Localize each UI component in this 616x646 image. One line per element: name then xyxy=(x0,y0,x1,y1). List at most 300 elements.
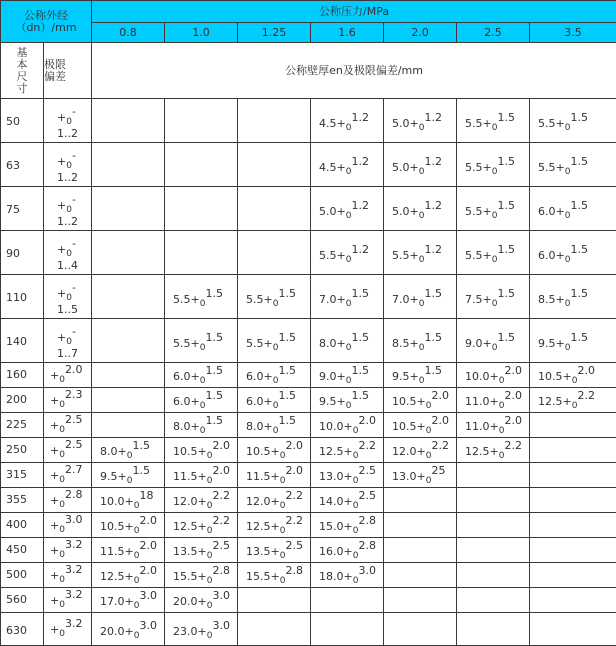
wall-base: 5.0 xyxy=(319,205,337,218)
wall-base: 12.5 xyxy=(246,520,271,533)
wall-plus: + xyxy=(271,495,280,508)
wall-upper: 1.5 xyxy=(497,331,515,344)
wall-lower: 0 xyxy=(353,551,359,561)
wall-upper: 1.5 xyxy=(278,389,296,402)
tolerance-plus: + xyxy=(50,519,59,532)
size-cell: 200 xyxy=(1,388,44,413)
wall-plus: + xyxy=(337,337,346,350)
wall-thickness-cell xyxy=(165,319,238,363)
wall-thickness-cell xyxy=(238,231,311,275)
wall-lower: 0 xyxy=(280,476,286,486)
wall-plus: + xyxy=(337,205,346,218)
size-cell: 110 xyxy=(1,275,44,319)
wall-thickness-cell xyxy=(530,588,616,613)
wall-lower: 0 xyxy=(353,576,359,586)
wall-thickness-cell xyxy=(165,388,238,413)
wall-thickness-cell xyxy=(457,563,530,588)
wall-lower: 0 xyxy=(419,299,425,309)
wall-base: 5.5 xyxy=(538,161,556,174)
wall-lower: 0 xyxy=(346,123,352,133)
wall-lower: 0 xyxy=(346,255,352,265)
wall-thickness-cell xyxy=(530,143,616,187)
pressure-column: 0.8 xyxy=(92,23,165,43)
wall-upper: 2.0 xyxy=(504,414,522,427)
wall-base: 5.5 xyxy=(173,337,191,350)
wall-thickness-cell xyxy=(530,363,616,388)
wall-plus: + xyxy=(490,395,499,408)
wall-lower: 0 xyxy=(565,211,571,221)
wall-plus: + xyxy=(191,370,200,383)
wall-thickness-cell xyxy=(238,143,311,187)
size-cell: 400 xyxy=(1,513,44,538)
tolerance-plus: + xyxy=(50,569,59,582)
wall-thickness-cell xyxy=(457,613,530,646)
wall-thickness-cell xyxy=(384,388,457,413)
wall-lower: 0 xyxy=(273,343,279,353)
wall-lower: 0 xyxy=(346,299,352,309)
wall-lower: 0 xyxy=(426,426,432,436)
wall-upper: 2.2 xyxy=(285,489,303,502)
wall-plus: + xyxy=(483,161,492,174)
wall-thickness-cell xyxy=(311,319,384,363)
wall-plus: + xyxy=(198,595,207,608)
wall-thickness-cell xyxy=(384,413,457,438)
tolerance-lower: 0 xyxy=(59,500,65,510)
wall-thickness-cell xyxy=(92,488,165,513)
pressure-column: 1.6 xyxy=(311,23,384,43)
wall-thickness-cell xyxy=(384,463,457,488)
wall-thickness-cell xyxy=(311,463,384,488)
wall-upper: 1.5 xyxy=(205,331,223,344)
tolerance-cell xyxy=(44,388,92,413)
wall-lower: 0 xyxy=(499,401,505,411)
wall-thickness-cell xyxy=(457,363,530,388)
tolerance-upper: 3.2 xyxy=(65,563,83,576)
wall-plus: + xyxy=(417,395,426,408)
wall-thickness-cell xyxy=(384,488,457,513)
wall-lower: 0 xyxy=(273,401,279,411)
wall-thickness-cell xyxy=(92,413,165,438)
wall-lower: 0 xyxy=(127,476,133,486)
wall-upper: 1.5 xyxy=(497,155,515,168)
wall-base: 5.5 xyxy=(465,205,483,218)
wall-base: 8.0 xyxy=(173,420,191,433)
wall-thickness-header: 公称壁厚en及极限偏差/mm xyxy=(92,43,616,99)
wall-lower: 0 xyxy=(419,343,425,353)
wall-thickness-cell xyxy=(92,187,165,231)
wall-lower: 0 xyxy=(565,343,571,353)
wall-plus: + xyxy=(198,495,207,508)
wall-lower: 0 xyxy=(426,401,432,411)
wall-base: 6.0 xyxy=(246,395,264,408)
wall-lower: 0 xyxy=(492,211,498,221)
wall-upper: 1.5 xyxy=(278,287,296,300)
wall-upper: 3.0 xyxy=(358,564,376,577)
tolerance-lower: 0 xyxy=(59,475,65,485)
wall-lower: 0 xyxy=(419,255,425,265)
wall-upper: 2.2 xyxy=(577,389,595,402)
wall-base: 9.0 xyxy=(319,370,337,383)
wall-upper: 1.5 xyxy=(205,364,223,377)
wall-lower: 0 xyxy=(419,167,425,177)
wall-upper: 2.0 xyxy=(358,414,376,427)
wall-lower: 0 xyxy=(346,211,352,221)
tolerance-plus: + xyxy=(57,243,66,256)
wall-thickness-cell xyxy=(92,588,165,613)
wall-lower: 0 xyxy=(353,526,359,536)
wall-base: 11.5 xyxy=(173,470,198,483)
wall-plus: + xyxy=(271,470,280,483)
wall-thickness-cell xyxy=(165,613,238,646)
wall-plus: + xyxy=(410,293,419,306)
wall-plus: + xyxy=(271,570,280,583)
wall-thickness-cell xyxy=(92,463,165,488)
wall-plus: + xyxy=(271,520,280,533)
wall-thickness-cell xyxy=(165,143,238,187)
wall-thickness-cell xyxy=(384,513,457,538)
wall-base: 10.5 xyxy=(392,395,417,408)
wall-plus: + xyxy=(556,293,565,306)
wall-thickness-cell xyxy=(165,513,238,538)
wall-base: 15.0 xyxy=(319,520,344,533)
wall-plus: + xyxy=(337,370,346,383)
wall-thickness-cell xyxy=(457,538,530,563)
wall-lower: 0 xyxy=(565,299,571,309)
wall-base: 20.0 xyxy=(173,595,198,608)
wall-lower: 0 xyxy=(419,123,425,133)
tolerance-tail: 1..5 xyxy=(57,304,91,316)
wall-plus: + xyxy=(344,570,353,583)
wall-thickness-cell xyxy=(311,413,384,438)
wall-thickness-cell xyxy=(457,413,530,438)
wall-thickness-cell xyxy=(92,143,165,187)
wall-upper: 1.5 xyxy=(278,331,296,344)
wall-upper: 2.2 xyxy=(285,514,303,527)
wall-lower: 0 xyxy=(207,526,213,536)
wall-plus: + xyxy=(191,337,200,350)
wall-base: 7.5 xyxy=(465,293,483,306)
tolerance-cell xyxy=(44,143,92,187)
wall-thickness-cell xyxy=(530,319,616,363)
wall-lower: 0 xyxy=(346,167,352,177)
pressure-column: 3.5 xyxy=(530,23,616,43)
wall-thickness-cell xyxy=(92,388,165,413)
tolerance-upper: 2.3 xyxy=(65,388,83,401)
wall-upper: 1.2 xyxy=(424,243,442,256)
wall-lower: 0 xyxy=(207,476,213,486)
wall-thickness-cell xyxy=(165,231,238,275)
wall-upper: 1.5 xyxy=(278,364,296,377)
wall-base: 10.0 xyxy=(319,420,344,433)
wall-plus: + xyxy=(556,337,565,350)
wall-thickness-cell xyxy=(530,413,616,438)
wall-thickness-cell xyxy=(92,275,165,319)
wall-base: 5.5 xyxy=(465,161,483,174)
wall-lower: 0 xyxy=(280,526,286,536)
table-row xyxy=(1,588,616,613)
wall-plus: + xyxy=(483,117,492,130)
wall-base: 10.5 xyxy=(392,420,417,433)
table-row xyxy=(1,513,616,538)
wall-plus: + xyxy=(198,445,207,458)
wall-thickness-cell xyxy=(530,463,616,488)
wall-lower: 0 xyxy=(200,401,206,411)
wall-plus: + xyxy=(191,293,200,306)
wall-base: 10.5 xyxy=(538,370,563,383)
wall-plus: + xyxy=(563,370,572,383)
tolerance-header-text: 极限偏差 xyxy=(44,59,70,83)
wall-upper: 2.8 xyxy=(358,514,376,527)
wall-plus: + xyxy=(337,117,346,130)
wall-thickness-cell xyxy=(165,438,238,463)
wall-thickness-cell xyxy=(238,488,311,513)
tolerance-lower: 0 xyxy=(66,205,72,215)
wall-plus: + xyxy=(264,395,273,408)
wall-base: 9.5 xyxy=(538,337,556,350)
wall-thickness-cell xyxy=(457,463,530,488)
tolerance-upper: 2.0 xyxy=(65,363,83,376)
table-row xyxy=(1,463,616,488)
wall-upper: 1.5 xyxy=(424,331,442,344)
wall-upper: 1.5 xyxy=(351,331,369,344)
wall-upper: 2.2 xyxy=(358,439,376,452)
wall-lower: 0 xyxy=(419,376,425,386)
wall-base: 5.0 xyxy=(392,161,410,174)
wall-upper: 1.5 xyxy=(351,389,369,402)
wall-thickness-cell xyxy=(530,275,616,319)
wall-thickness-cell xyxy=(311,588,384,613)
wall-lower: 0 xyxy=(273,376,279,386)
wall-thickness-cell xyxy=(457,99,530,143)
wall-thickness-cell xyxy=(238,363,311,388)
wall-upper: 1.5 xyxy=(497,111,515,124)
wall-lower: 0 xyxy=(499,451,505,461)
wall-upper: 1.5 xyxy=(132,464,150,477)
wall-base: 14.0 xyxy=(319,495,344,508)
tolerance-cell xyxy=(44,488,92,513)
wall-upper: 2.8 xyxy=(358,539,376,552)
size-cell: 315 xyxy=(1,463,44,488)
wall-upper: 1.5 xyxy=(570,331,588,344)
wall-thickness-cell xyxy=(530,538,616,563)
wall-base: 13.5 xyxy=(246,545,271,558)
wall-lower: 0 xyxy=(565,255,571,265)
wall-plus: + xyxy=(271,445,280,458)
wall-plus: + xyxy=(191,395,200,408)
wall-lower: 0 xyxy=(207,551,213,561)
wall-base: 5.5 xyxy=(538,117,556,130)
wall-thickness-cell xyxy=(92,563,165,588)
wall-upper: 2.2 xyxy=(212,489,230,502)
tolerance-plus: + xyxy=(57,331,66,344)
wall-lower: 0 xyxy=(492,343,498,353)
tolerance-plus: + xyxy=(50,369,59,382)
tolerance-plus: + xyxy=(50,594,59,607)
wall-base: 9.5 xyxy=(100,470,118,483)
wall-lower: 0 xyxy=(207,451,213,461)
wall-thickness-cell xyxy=(165,187,238,231)
wall-thickness-cell xyxy=(238,438,311,463)
wall-base: 5.5 xyxy=(319,249,337,262)
wall-base: 5.5 xyxy=(465,249,483,262)
tolerance-minus: - xyxy=(72,325,76,338)
tolerance-cell xyxy=(44,275,92,319)
wall-thickness-cell xyxy=(311,275,384,319)
wall-base: 12.0 xyxy=(173,495,198,508)
wall-upper: 2.2 xyxy=(431,439,449,452)
size-cell: 63 xyxy=(1,143,44,187)
wall-base: 7.0 xyxy=(319,293,337,306)
wall-plus: + xyxy=(264,293,273,306)
wall-thickness-cell xyxy=(311,231,384,275)
table-row xyxy=(1,99,616,143)
wall-base: 4.5 xyxy=(319,161,337,174)
wall-base: 11.5 xyxy=(100,545,125,558)
wall-thickness-cell xyxy=(457,388,530,413)
wall-thickness-cell xyxy=(384,363,457,388)
wall-upper: 1.5 xyxy=(424,364,442,377)
tolerance-minus: - xyxy=(72,149,76,162)
wall-plus: + xyxy=(490,370,499,383)
wall-thickness-cell xyxy=(165,538,238,563)
tolerance-plus: + xyxy=(57,287,66,300)
wall-lower: 0 xyxy=(419,211,425,221)
wall-upper: 1.2 xyxy=(351,111,369,124)
wall-upper: 2.0 xyxy=(212,439,230,452)
wall-upper: 2.5 xyxy=(358,489,376,502)
wall-plus: + xyxy=(264,420,273,433)
wall-upper: 1.5 xyxy=(424,287,442,300)
table-row xyxy=(1,275,616,319)
tolerance-upper: 2.7 xyxy=(65,463,83,476)
wall-thickness-cell xyxy=(238,388,311,413)
table-row xyxy=(1,438,616,463)
wall-upper: 18 xyxy=(139,489,153,502)
wall-plus: + xyxy=(125,495,134,508)
wall-base: 6.0 xyxy=(173,395,191,408)
size-header xyxy=(1,43,44,99)
wall-lower: 0 xyxy=(346,343,352,353)
wall-base: 8.0 xyxy=(319,337,337,350)
wall-base: 20.0 xyxy=(100,625,125,638)
wall-thickness-cell xyxy=(238,413,311,438)
wall-thickness-cell xyxy=(457,588,530,613)
wall-lower: 0 xyxy=(134,631,140,641)
wall-plus: + xyxy=(483,337,492,350)
wall-plus: + xyxy=(417,445,426,458)
pressure-column: 1.25 xyxy=(238,23,311,43)
size-cell: 225 xyxy=(1,413,44,438)
wall-thickness-cell xyxy=(238,463,311,488)
wall-base: 5.5 xyxy=(246,293,264,306)
wall-lower: 0 xyxy=(207,501,213,511)
wall-thickness-cell xyxy=(238,538,311,563)
wall-lower: 0 xyxy=(499,426,505,436)
tolerance-cell xyxy=(44,588,92,613)
wall-thickness-cell xyxy=(384,588,457,613)
wall-upper: 1.2 xyxy=(351,243,369,256)
wall-upper: 1.5 xyxy=(570,111,588,124)
wall-thickness-cell xyxy=(457,319,530,363)
wall-plus: + xyxy=(556,161,565,174)
wall-thickness-cell xyxy=(238,275,311,319)
wall-thickness-cell xyxy=(457,513,530,538)
wall-plus: + xyxy=(483,205,492,218)
wall-thickness-cell xyxy=(92,613,165,646)
wall-base: 11.0 xyxy=(465,395,490,408)
wall-thickness-cell xyxy=(311,99,384,143)
wall-upper: 2.8 xyxy=(212,564,230,577)
wall-plus: + xyxy=(337,395,346,408)
tolerance-tail: 1..4 xyxy=(57,260,91,272)
wall-lower: 0 xyxy=(353,501,359,511)
wall-plus: + xyxy=(410,370,419,383)
wall-thickness-cell xyxy=(311,363,384,388)
wall-plus: + xyxy=(344,470,353,483)
size-cell: 140 xyxy=(1,319,44,363)
wall-lower: 0 xyxy=(492,167,498,177)
size-cell: 560 xyxy=(1,588,44,613)
wall-upper: 1.5 xyxy=(278,414,296,427)
wall-upper: 2.0 xyxy=(504,364,522,377)
wall-base: 6.0 xyxy=(246,370,264,383)
tolerance-minus: - xyxy=(72,105,76,118)
wall-thickness-cell xyxy=(384,99,457,143)
wall-lower: 0 xyxy=(572,376,578,386)
tolerance-cell xyxy=(44,613,92,646)
wall-plus: + xyxy=(198,545,207,558)
wall-plus: + xyxy=(556,205,565,218)
wall-base: 7.0 xyxy=(392,293,410,306)
wall-thickness-cell xyxy=(530,563,616,588)
table-row xyxy=(1,563,616,588)
wall-lower: 0 xyxy=(134,551,140,561)
wall-thickness-cell xyxy=(238,319,311,363)
wall-lower: 0 xyxy=(492,123,498,133)
wall-plus: + xyxy=(271,545,280,558)
wall-base: 10.0 xyxy=(465,370,490,383)
wall-thickness-cell xyxy=(165,463,238,488)
tolerance-upper: 2.5 xyxy=(65,438,83,451)
wall-upper: 2.0 xyxy=(285,464,303,477)
size-cell: 75 xyxy=(1,187,44,231)
wall-lower: 0 xyxy=(280,451,286,461)
wall-upper: 2.0 xyxy=(431,414,449,427)
wall-thickness-cell xyxy=(165,275,238,319)
tolerance-cell xyxy=(44,319,92,363)
wall-lower: 0 xyxy=(426,451,432,461)
wall-lower: 0 xyxy=(200,426,206,436)
wall-base: 13.0 xyxy=(319,470,344,483)
tolerance-header xyxy=(44,43,92,99)
tolerance-tail: 1..2 xyxy=(57,128,91,140)
wall-thickness-cell xyxy=(92,231,165,275)
wall-base: 5.0 xyxy=(392,205,410,218)
size-cell: 50 xyxy=(1,99,44,143)
wall-plus: + xyxy=(410,205,419,218)
wall-plus: + xyxy=(410,117,419,130)
wall-upper: 1.2 xyxy=(424,155,442,168)
wall-base: 8.5 xyxy=(392,337,410,350)
wall-plus: + xyxy=(264,370,273,383)
wall-thickness-cell xyxy=(384,143,457,187)
wall-base: 12.5 xyxy=(538,395,563,408)
tolerance-lower: 0 xyxy=(59,575,65,585)
wall-lower: 0 xyxy=(200,376,206,386)
tolerance-plus: + xyxy=(57,199,66,212)
wall-thickness-cell xyxy=(384,613,457,646)
wall-base: 9.5 xyxy=(319,395,337,408)
